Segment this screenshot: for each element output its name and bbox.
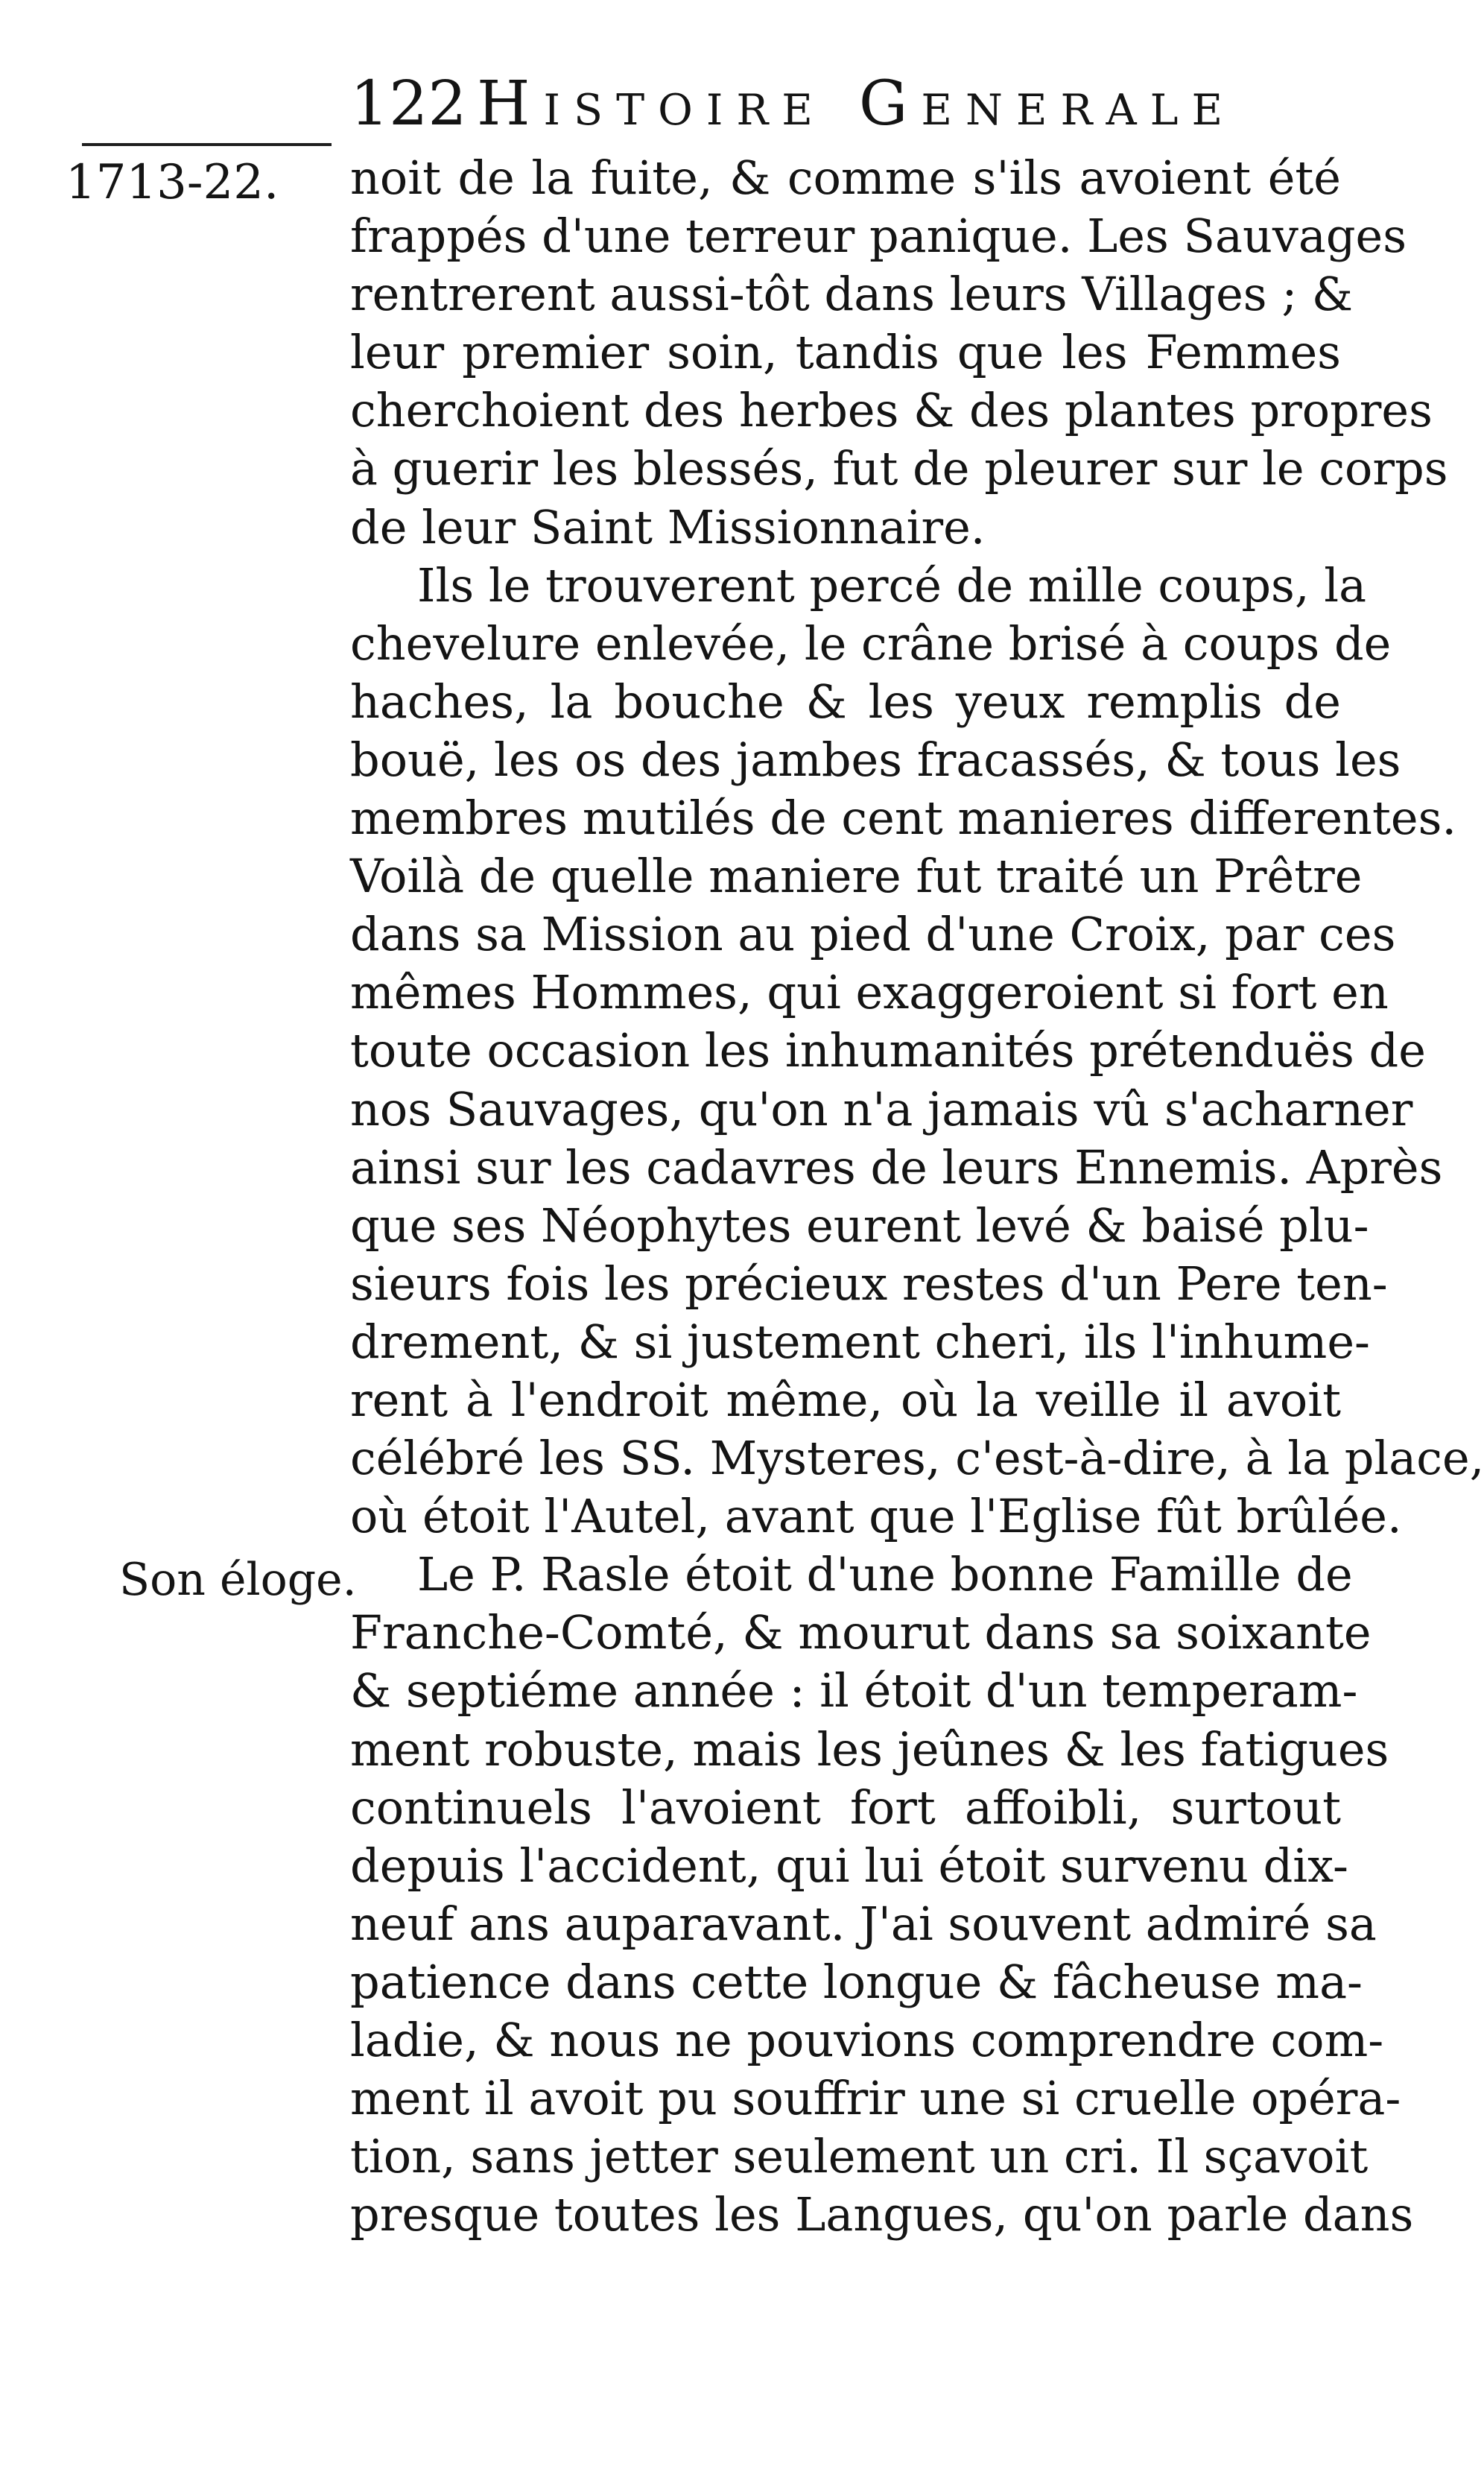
text-line: Franche-Comté, & mourut dans sa soixante: [350, 1605, 1372, 1660]
text-line: rentrerent aussi-tôt dans leurs Villages ; &: [350, 267, 1354, 322]
page-number: 122: [350, 69, 467, 139]
text-line: & septiéme année : il étoit d'un temperam-: [350, 1663, 1358, 1718]
text-line: ainsi sur les cadavres de leurs Ennemis. Après: [350, 1139, 1443, 1195]
text-line: cherchoient des herbes & des plantes propres: [350, 383, 1433, 438]
text-line: noit de la fuite, & comme s'ils avoient été: [350, 151, 1341, 205]
body-text: [350, 149, 1484, 2244]
text-line: frappés d'une terreur panique. Les Sauvages: [350, 209, 1407, 264]
text-line: tion, sans jetter seulement un cri. Il sçavoit: [350, 2129, 1369, 2184]
text-line: sieurs fois les précieux restes d'un Pere ten-: [350, 1256, 1388, 1311]
margin-date-note: 1713-22.: [66, 155, 279, 210]
text-line: continuels l'avoient fort affoibli, surtout: [350, 1780, 1341, 1835]
running-head: [350, 67, 1319, 142]
text-line: à guerir les blessés, fut de pleurer sur le corps: [350, 441, 1448, 496]
text-line: neuf ans auparavant. J'ai souvent admiré sa: [350, 1896, 1377, 1951]
text-line: leur premier soin, tandis que les Femmes: [350, 325, 1341, 380]
text-line: Le P. Rasle étoit d'une bonne Famille de: [417, 1547, 1353, 1602]
text-line: chevelure enlevée, le crâne brisé à coups de: [350, 616, 1392, 671]
text-line: toute occasion les inhumanités prétenduës de: [350, 1023, 1426, 1078]
text-line: rent à l'endroit même, où la veille il avoit: [350, 1372, 1341, 1427]
text-line: que ses Néophytes eurent levé & baisé plu-: [350, 1198, 1369, 1253]
text-line: nos Sauvages, qu'on n'a jamais vû s'acharner: [350, 1081, 1413, 1136]
text-line: ment il avoit pu souffrir une si cruelle opéra-: [350, 2071, 1401, 2126]
text-line: drement, & si justement cheri, ils l'inhume-: [350, 1314, 1370, 1369]
text-line: où étoit l'Autel, avant que l'Eglise fût brûlée.: [350, 1489, 1402, 1544]
text-line: membres mutilés de cent manieres differentes.: [350, 791, 1457, 846]
running-title: Histoire Generale: [477, 69, 1237, 139]
text-line: haches, la bouche & les yeux remplis de: [350, 674, 1341, 729]
header-rule: [82, 143, 332, 146]
text-line: depuis l'accident, qui lui étoit survenu dix-: [350, 1838, 1348, 1893]
text-line: ladie, & nous ne pouvions comprendre com-: [350, 2013, 1384, 2067]
text-line: célébré les SS. Mysteres, c'est-à-dire, à la place,: [350, 1431, 1484, 1486]
text-line: mêmes Hommes, qui exaggeroient si fort en: [350, 965, 1389, 1020]
margin-note-eloge: Son éloge.: [119, 1554, 357, 1606]
text-line: patience dans cette longue & fâcheuse ma-: [350, 1954, 1363, 2009]
text-line: Voilà de quelle maniere fut traité un Prêtre: [350, 849, 1363, 904]
text-line: de leur Saint Missionnaire.: [350, 499, 986, 554]
text-line: dans sa Mission au pied d'une Croix, par ces: [350, 907, 1396, 962]
text-line: ment robuste, mais les jeûnes & les fatigues: [350, 1721, 1389, 1777]
text-line: Ils le trouverent percé de mille coups, la: [417, 557, 1367, 613]
text-line: bouë, les os des jambes fracassés, & tous les: [350, 732, 1401, 787]
text-line: presque toutes les Langues, qu'on parle dans: [350, 2187, 1414, 2242]
